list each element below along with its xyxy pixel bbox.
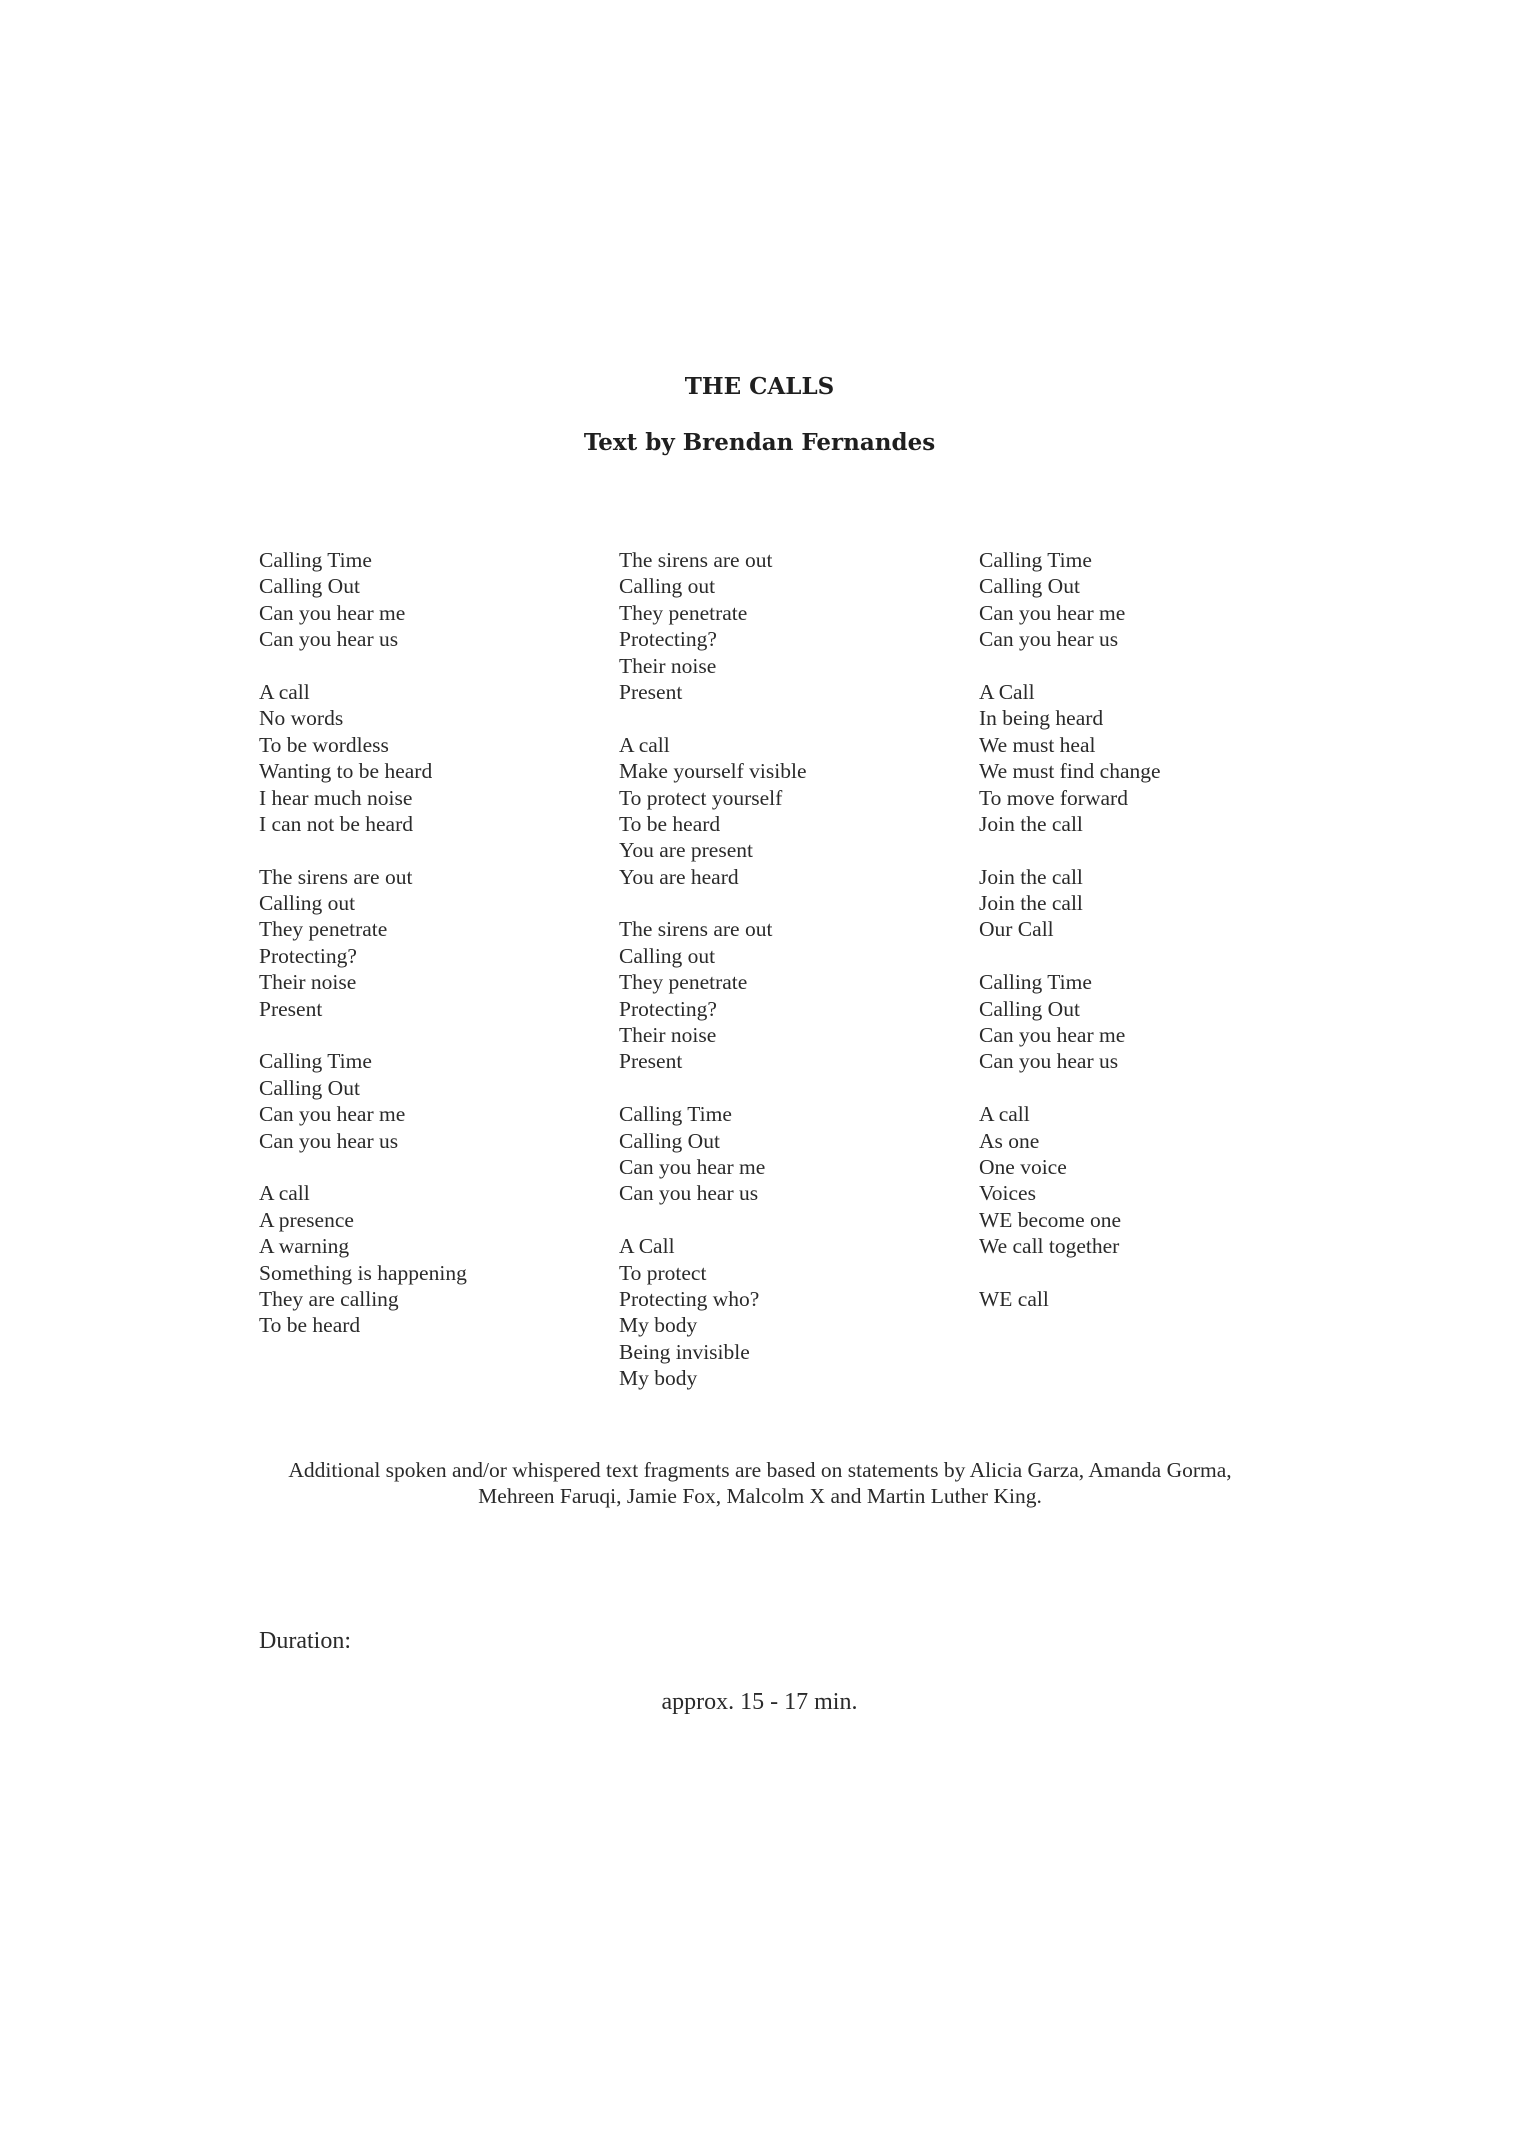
- poem-line: Join the call: [979, 891, 1083, 916]
- poem-line: They penetrate: [619, 970, 748, 995]
- poem-line: We call together: [979, 1234, 1120, 1259]
- poem-line: Present: [259, 996, 323, 1021]
- poem-line: You are present: [619, 838, 753, 863]
- stanza: [979, 679, 1319, 837]
- poem-line: The sirens are out: [259, 864, 413, 889]
- poem-line: They are calling: [259, 1286, 399, 1311]
- poem-line: To move forward: [979, 785, 1128, 810]
- stanza: [259, 679, 599, 837]
- duration-value: approx. 15 - 17 min.: [661, 1689, 858, 1715]
- poem-line: Calling Out: [259, 574, 360, 599]
- poem-line: A presence: [259, 1207, 354, 1232]
- poem-line: Their noise: [619, 1023, 717, 1048]
- poem-line: Can you hear me: [979, 1023, 1126, 1048]
- stanza: [619, 1233, 959, 1391]
- poem-line: Protecting?: [619, 627, 717, 652]
- poem-line: We must find change: [979, 759, 1161, 784]
- poem-line: Calling Time: [979, 970, 1092, 995]
- poem-line: Calling Out: [979, 574, 1080, 599]
- poem-line: My body: [619, 1313, 698, 1338]
- poem-line: My body: [619, 1366, 698, 1391]
- stanza: [259, 1180, 599, 1338]
- poem-line: I can not be heard: [259, 811, 414, 836]
- poem-line: Can you hear me: [619, 1154, 766, 1179]
- poem-line: No words: [259, 706, 344, 731]
- poem-line: Calling Time: [619, 1102, 732, 1127]
- poem-line: A call: [259, 679, 310, 704]
- poem-line: Being invisible: [619, 1339, 750, 1364]
- poem-line: Protecting?: [259, 943, 357, 968]
- poem-line: Can you hear us: [259, 1128, 399, 1153]
- poem-line: Voices: [979, 1181, 1036, 1206]
- stanza: [259, 1048, 599, 1154]
- poem-line: Can you hear us: [259, 627, 399, 652]
- poem-line: To protect yourself: [619, 785, 783, 810]
- page-title: THE CALLS: [684, 373, 835, 400]
- poem-line: Can you hear us: [979, 627, 1119, 652]
- stanza: [619, 916, 959, 1074]
- poem-line: They penetrate: [619, 600, 748, 625]
- poem-line: Present: [619, 1049, 683, 1074]
- poem-line: Join the call: [979, 811, 1083, 836]
- poem-line: Wanting to be heard: [259, 759, 433, 784]
- poem-line: I hear much noise: [259, 785, 413, 810]
- poem-line: Calling Out: [259, 1075, 360, 1100]
- poem-line: Their noise: [259, 970, 357, 995]
- poem-line: Something is happening: [259, 1260, 467, 1285]
- poem-line: Calling Time: [259, 548, 372, 572]
- poem-line: One voice: [979, 1154, 1067, 1179]
- poem-line: A Call: [619, 1234, 675, 1259]
- poem-line: Calling out: [619, 943, 716, 968]
- poem-line: The sirens are out: [619, 548, 773, 572]
- poem-line: Calling Out: [979, 996, 1080, 1021]
- poem-line: To be heard: [619, 811, 721, 836]
- poem-line: You are heard: [619, 864, 739, 889]
- credits-note: Additional spoken and/or whispered text fragments are based on statements by Alicia Garza, Amanda Gorma, Mehreen Faruqi, Jamie Fox, Malcolm X and Martin Luther King.: [288, 1458, 1232, 1509]
- poem-line: A warning: [259, 1234, 350, 1259]
- stanza: [619, 547, 959, 705]
- poem-line: Can you hear me: [259, 600, 406, 625]
- stanza: [619, 732, 959, 890]
- stanza: [979, 864, 1319, 943]
- poem-line: Protecting who?: [619, 1286, 760, 1311]
- stanza: [259, 547, 599, 653]
- poem-line: A call: [259, 1181, 310, 1206]
- poem-line: Present: [619, 679, 683, 704]
- text-column-3: [979, 547, 1319, 1339]
- stanza: [259, 864, 599, 1022]
- poem-line: A call: [619, 732, 670, 757]
- poem-line: In being heard: [979, 706, 1104, 731]
- poem-line: A Call: [979, 679, 1035, 704]
- poem-line: To protect: [619, 1260, 707, 1285]
- poem-line: Calling Time: [979, 548, 1092, 572]
- stanza: [979, 969, 1319, 1075]
- poem-line: Can you hear us: [979, 1049, 1119, 1074]
- page-subtitle: Text by Brendan Fernandes: [583, 429, 936, 456]
- poem-line: The sirens are out: [619, 917, 773, 942]
- poem-line: Can you hear me: [259, 1102, 406, 1127]
- poem-line: Calling out: [259, 891, 356, 916]
- poem-line: Calling out: [619, 574, 716, 599]
- poem-line: As one: [979, 1128, 1040, 1153]
- text-column-2: [619, 547, 959, 1418]
- poem-line: They penetrate: [259, 917, 388, 942]
- poem-line: A call: [979, 1102, 1030, 1127]
- poem-line: Can you hear me: [979, 600, 1126, 625]
- poem-line: Join the call: [979, 864, 1083, 889]
- stanza: [979, 1286, 1319, 1312]
- poem-line: To be heard: [259, 1313, 361, 1338]
- duration-label: Duration:: [259, 1628, 351, 1654]
- stanza: [979, 547, 1319, 653]
- poem-line: Calling Time: [259, 1049, 372, 1074]
- poem-line: WE call: [979, 1286, 1049, 1311]
- text-column-1: [259, 547, 599, 1365]
- poem-line: We must heal: [979, 732, 1096, 757]
- stanza: [619, 1101, 959, 1207]
- stanza: [979, 1101, 1319, 1259]
- poem-line: Protecting?: [619, 996, 717, 1021]
- poem-line: WE become one: [979, 1207, 1122, 1232]
- poem-line: Their noise: [619, 653, 717, 678]
- poem-line: To be wordless: [259, 732, 389, 757]
- poem-line: Make yourself visible: [619, 759, 807, 784]
- poem-line: Can you hear us: [619, 1181, 759, 1206]
- poem-line: Our Call: [979, 917, 1054, 942]
- poem-line: Calling Out: [619, 1128, 720, 1153]
